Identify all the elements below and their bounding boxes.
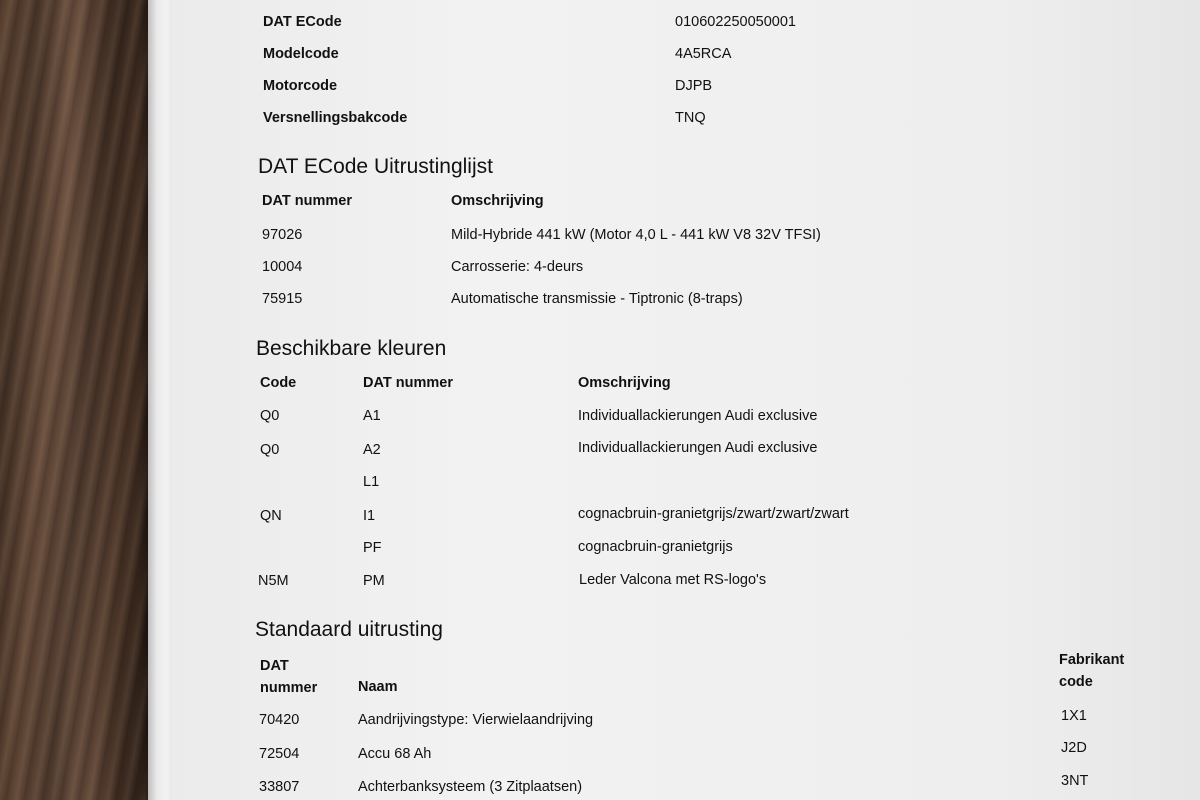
colors-title: Beschikbare kleuren [256, 337, 447, 360]
equipment-row-number: 75915 [262, 291, 303, 307]
info-value-gearbox: TNQ [675, 110, 706, 126]
info-value-motorcode: DJPB [675, 78, 713, 94]
equipment-row-description: Carrosserie: 4-deurs [451, 259, 584, 275]
color-row-description: Leder Valcona met RS-logo's [579, 572, 767, 588]
equipment-row-description: Automatische transmissie - Tiptronic (8-traps) [451, 291, 743, 307]
equipment-row-description: Mild-Hybride 441 kW (Motor 4,0 L - 441 kW V8 32V TFSI) [451, 227, 821, 243]
color-row-code: Q0 [260, 442, 280, 458]
info-label-modelcode: Modelcode [263, 46, 339, 62]
color-row-code: Q0 [260, 408, 280, 424]
standard-row-code: J2D [1061, 740, 1087, 756]
standard-header-number-line1: DAT [260, 658, 289, 674]
standard-row-number: 33807 [259, 779, 300, 795]
equipment-header-number: DAT nummer [262, 193, 352, 209]
color-row-code: QN [260, 508, 282, 524]
color-row-description: cognacbruin-granietgrijs [578, 539, 733, 555]
equipment-row-number: 97026 [262, 227, 303, 243]
standard-row-number: 72504 [259, 746, 300, 762]
colors-header-number: DAT nummer [363, 375, 453, 391]
info-label-ecode: DAT ECode [263, 14, 342, 30]
color-row-description: Individuallackierungen Audi exclusive [578, 408, 818, 424]
standard-title: Standaard uitrusting [255, 618, 443, 641]
color-row-number: A2 [363, 442, 381, 458]
color-row-description: Individuallackierungen Audi exclusive [578, 440, 818, 456]
equipment-row-number: 10004 [262, 259, 303, 275]
standard-row-name: Achterbanksysteem (3 Zitplaatsen) [358, 779, 583, 795]
standard-row-name: Accu 68 Ah [358, 746, 432, 762]
standard-row-number: 70420 [259, 712, 300, 728]
standard-header-number-line2: nummer [260, 680, 318, 696]
equipment-list-title: DAT ECode Uitrustinglijst [258, 155, 493, 178]
color-row-number: PF [363, 540, 382, 556]
standard-header-name: Naam [358, 679, 398, 695]
info-label-motorcode: Motorcode [263, 78, 338, 94]
color-row-number: I1 [363, 508, 376, 524]
info-label-gearbox: Versnellingsbakcode [263, 110, 408, 126]
standard-row-code: 3NT [1061, 773, 1089, 789]
color-row-code: N5M [258, 573, 289, 589]
standard-header-code-line2: code [1059, 674, 1093, 690]
colors-header-code: Code [260, 375, 297, 391]
colors-header-description: Omschrijving [578, 375, 671, 391]
equipment-header-description: Omschrijving [451, 193, 544, 209]
color-row-number: PM [363, 573, 385, 589]
info-value-modelcode: 4A5RCA [675, 46, 732, 62]
color-row-number: L1 [363, 474, 380, 490]
standard-header-code-line1: Fabrikant [1059, 652, 1125, 668]
color-row-description: cognacbruin-granietgrijs/zwart/zwart/zwart [578, 506, 849, 522]
color-row-number: A1 [363, 408, 381, 424]
standard-row-name: Aandrijvingstype: Vierwielaandrijving [358, 712, 594, 728]
info-value-ecode: 010602250050001 [675, 14, 796, 30]
standard-row-code: 1X1 [1061, 708, 1087, 724]
